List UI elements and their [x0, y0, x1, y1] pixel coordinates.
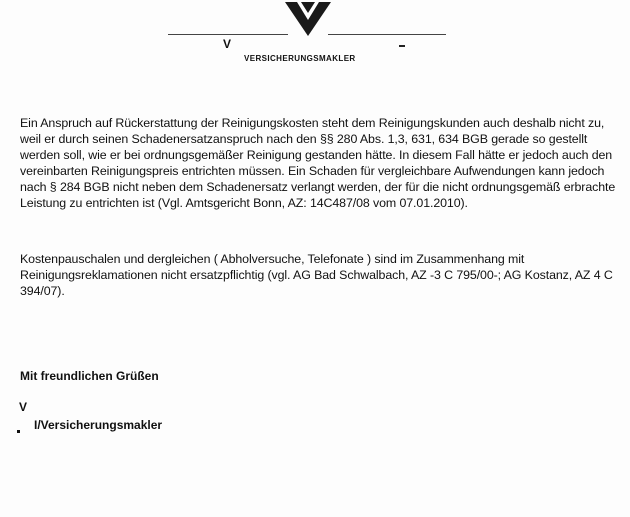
- company-label: VERSICHERUNGSMAKLER: [244, 54, 356, 63]
- letterhead: [0, 0, 630, 70]
- header-dash: [399, 45, 405, 47]
- company-logo-icon: [285, 2, 331, 38]
- header-rule-right: [328, 34, 446, 35]
- paragraph-reimbursement: Ein Anspruch auf Rückerstattung der Reinigungskosten steht dem Reinigungskunden auch deshalb nicht zu, weil er durch seinen Schadenersatzanspruch nach den §§ 280 Abs. 1,3, 631, 634 BGB gerade so gestellt werden soll, wie er bei ordnungsgemäßer Reinigung gestanden hätte. In diesem Fall hätte er jedoch auch den vereinbarten Reinigungspreis entrichten müssen. Ein Schaden für vergleichbare Aufwendungen kann jedoch nach § 284 BGB nicht neben dem Schadenersatz verlangt werden, der für die nicht ordnungsgemäß erbrachte Leistung zu entrichten ist (Vgl. Amtsgericht Bonn, AZ: 14C487/08 vom 07.01.2010).: [20, 116, 616, 210]
- signature-name: I/Versicherungsmakler: [34, 418, 163, 432]
- closing-greeting: Mit freundlichen Grüßen: [20, 369, 159, 383]
- header-initial: V: [223, 37, 232, 51]
- signature-dot: [17, 430, 20, 433]
- paragraph-flat-rates: Kostenpauschalen und dergleichen ( Abholversuche, Telefonate ) sind im Zusammenhang mit Reinigungsreklamationen nicht ersatzpflichtig (vgl. AG Bad Schwalbach, AZ -3 C 795/00-; AG Kostanz, AZ 4 C 394/07).: [20, 252, 613, 298]
- signature-initial: V: [19, 400, 28, 414]
- header-rule-left: [168, 34, 288, 35]
